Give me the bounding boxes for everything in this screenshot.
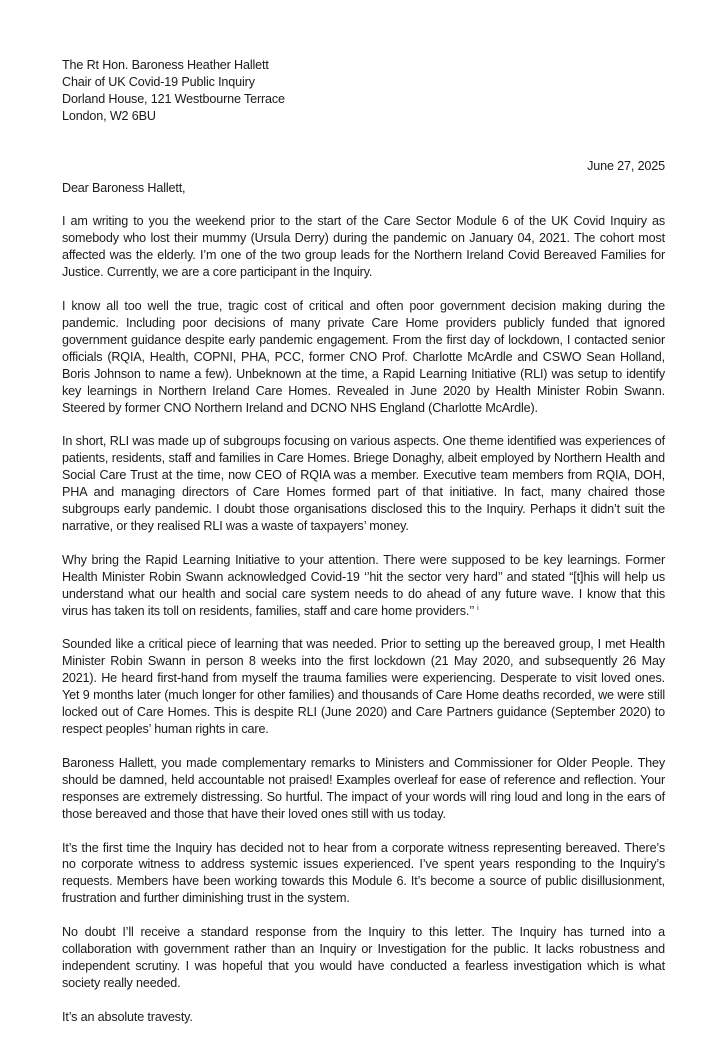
closing-line: It’s an absolute travesty. — [62, 1009, 193, 1024]
paragraph: I know all too well the true, tragic cost of critical and often poor government decision making during the pandemic. Including poor decisions of many private Care Home providers publicly funded that ignored government guidance despite early pandemic engagement. From the first day of lockdown, I contacted senior officials (RQIA, Health, COPNI, PHA, PCC, former CNO Prof. Charlotte McArdle and CSWO Sean Holland, Boris Johnson to name a few). Unbeknown at the time, a Rapid Learning Initiative (RLI) was setup to identify key learnings in Northern Ireland Care Homes. Revealed in June 2020 by Health Minister Robin Swann. Steered by former CNO Northern Ireland and DCNO NHS England (Charlotte McArdle). — [62, 299, 665, 415]
letter — [62, 57, 665, 1026]
paragraph-with-footnote — [62, 552, 665, 620]
address-line: The Rt Hon. Baroness Heather Hallett — [62, 58, 269, 72]
paragraph: In short, RLI was made up of subgroups focusing on various aspects. One theme identified was experiences of patients, residents, staff and families in Care Homes. Briege Donaghy, albeit employed by Northern Health and Social Care Trust at the time, now CEO of RQIA was a member. Executive team members from RQIA, DOH, PHA and managing directors of Care Homes formed part of that initiative. In fact, many chaired those subgroups early pandemic. I doubt those organisations disclosed this to the Inquiry. Perhaps it didn’t suit the narrative, or they realised RLI was a waste of taxpayers’ money. — [62, 434, 665, 533]
cropped-footer-text — [312, 966, 392, 970]
letter-date: June 27, 2025 — [587, 158, 665, 173]
recipient-address — [62, 57, 665, 125]
footnote-marker: i — [477, 604, 479, 612]
paragraph: I am writing to you the weekend prior to the start of the Care Sector Module 6 of the UK Covid Inquiry as somebody who lost their mummy (Ursula Derry) during the pandemic on January 04, 2021. The cohort most affected was the elderly. I’m one of the two group leads for the Northern Ireland Covid Bereaved Families for Justice. Currently, we are a core participant in the Inquiry. — [62, 214, 665, 280]
salutation: Dear Baroness Hallett, — [62, 180, 186, 195]
paragraph: No doubt I’ll receive a standard response from the Inquiry to this letter. The Inquiry has turned into a collaboration with government rather than an Inquiry or Investigation for the public. It lacks robustness and independent scrutiny. I was hopeful that you would have conducted a fearless investigation which is what society really needed. — [62, 925, 665, 990]
paragraph: It’s the first time the Inquiry has decided not to hear from a corporate witness representing bereaved. There’s no corporate witness to address systemic issues experienced. I’ve spent years responding to the Inquiry’s requests. Members have been working towards this Module 6. It’s become a source of public disillusionment, frustration and further diminishing trust in the system. — [62, 840, 665, 906]
paragraph: Sounded like a critical piece of learning that was needed. Prior to setting up the bereaved group, I met Health Minister Robin Swann in person 8 weeks into the first lockdown (21 May 2020, and subsequently 26 May 2021). He heard first-hand from myself the trauma families were experiencing. Desperate to visit loved ones. Yet 9 months later (much longer for other families) and thousands of Care Home deaths recorded, we were still locked out of Care Homes. This is despite RLI (June 2020) and Care Partners guidance (September 2020) to respect peoples’ human rights in care. — [62, 637, 665, 736]
paragraph: Baroness Hallett, you made complementary remarks to Ministers and Commissioner for Older People. They should be damned, held accountable not praised! Examples overleaf for ease of reference and reflection. Your responses are extremely distressing. So hurtful. The impact of your words will ring loud and long in the ears of those bereaved and those that have their loved ones still with us today. — [62, 755, 665, 821]
paragraph-text: Why bring the Rapid Learning Initiative to your attention. There were supposed to be key learnings. Former Health Minister Robin Swann acknowledged Covid-19 ‘’hit the sector very hard’’ and stated “[t]his will help us understand what our health and social care system needs to do ahead of any future wave. I know that this virus has taken its toll on residents, families, staff and care home providers.’’ — [62, 552, 665, 618]
address-line: London, W2 6BU — [62, 108, 156, 123]
address-line: Chair of UK Covid-19 Public Inquiry — [62, 74, 255, 89]
address-line: Dorland House, 121 Westbourne Terrace — [62, 91, 285, 106]
